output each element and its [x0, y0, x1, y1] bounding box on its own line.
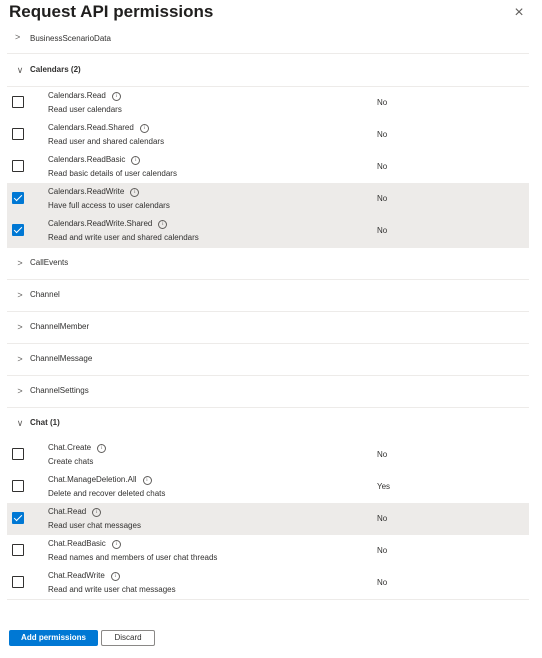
chevron-right-icon: >: [15, 32, 21, 42]
admin-consent-value: No: [377, 450, 388, 459]
info-icon[interactable]: i: [140, 124, 149, 133]
permission-checkbox[interactable]: [12, 192, 24, 204]
group-label: Calendars (2): [30, 65, 81, 74]
permission-name: Chat.ReadBasic: [48, 539, 106, 548]
permission-description: Have full access to user calendars: [48, 201, 170, 210]
group-label: ChannelSettings: [30, 386, 89, 395]
permission-row[interactable]: [7, 87, 529, 120]
permission-name: Chat.Read: [48, 507, 87, 516]
permission-checkbox[interactable]: [12, 512, 24, 524]
chevron-right-icon: >: [17, 354, 23, 364]
admin-consent-value: No: [377, 578, 388, 587]
info-icon[interactable]: i: [131, 156, 140, 165]
permission-row[interactable]: [7, 503, 529, 536]
permission-description: Read names and members of user chat threads: [48, 553, 218, 562]
permission-name: Calendars.ReadWrite: [48, 187, 125, 196]
permission-name-wrap: [48, 219, 167, 229]
permission-name-wrap: [48, 571, 120, 581]
permission-name-wrap: [48, 507, 101, 517]
permission-name-wrap: [48, 443, 106, 453]
permission-name-wrap: [48, 187, 139, 197]
info-icon[interactable]: i: [111, 572, 120, 581]
permission-row[interactable]: [7, 535, 529, 568]
permission-row[interactable]: [7, 215, 529, 248]
discard-button[interactable]: Discard: [101, 630, 155, 646]
add-permissions-button[interactable]: Add permissions: [9, 630, 98, 646]
group-label: ChannelMember: [30, 322, 90, 331]
group-row-chat[interactable]: [7, 407, 529, 440]
permission-name: Calendars.ReadWrite.Shared: [48, 219, 153, 228]
chevron-down-icon: ∨: [16, 65, 24, 75]
permission-row[interactable]: [7, 471, 529, 504]
permission-name: Chat.Create: [48, 443, 92, 452]
permission-checkbox[interactable]: [12, 448, 24, 460]
chevron-right-icon: >: [17, 386, 23, 396]
permission-description: Read user and shared calendars: [48, 137, 165, 146]
permission-description: Read and write user chat messages: [48, 585, 176, 594]
permission-checkbox[interactable]: [12, 128, 24, 140]
admin-consent-value: No: [377, 226, 388, 235]
chevron-right-icon: >: [17, 322, 23, 332]
permission-checkbox[interactable]: [12, 576, 24, 588]
group-row-channelmessage[interactable]: [7, 343, 529, 376]
permission-name: Calendars.Read: [48, 91, 106, 100]
admin-consent-value: No: [377, 98, 388, 107]
close-icon[interactable]: ×: [514, 4, 524, 21]
permission-name: Chat.ReadWrite: [48, 571, 105, 580]
permission-checkbox[interactable]: [12, 544, 24, 556]
permission-description: Read user chat messages: [48, 521, 141, 530]
chevron-right-icon: >: [17, 258, 23, 268]
permission-row[interactable]: [7, 183, 529, 216]
info-icon[interactable]: i: [130, 188, 139, 197]
permissions-list: [0, 30, 542, 600]
info-icon[interactable]: i: [158, 220, 167, 229]
permission-checkbox[interactable]: [12, 480, 24, 492]
permission-row[interactable]: [7, 567, 529, 600]
info-icon[interactable]: i: [112, 540, 121, 549]
group-row-calendars[interactable]: [7, 54, 529, 87]
group-label: Chat (1): [30, 418, 60, 427]
group-row-channelmember[interactable]: [7, 311, 529, 344]
permission-row[interactable]: [7, 151, 529, 184]
admin-consent-value: No: [377, 514, 388, 523]
permission-description: Delete and recover deleted chats: [48, 489, 166, 498]
panel-header: [0, 0, 542, 30]
group-label: BusinessScenarioData: [30, 34, 111, 43]
permission-name-wrap: [48, 123, 149, 133]
permission-checkbox[interactable]: [12, 224, 24, 236]
permission-checkbox[interactable]: [12, 96, 24, 108]
admin-consent-value: No: [377, 130, 388, 139]
permission-checkbox[interactable]: [12, 160, 24, 172]
permission-name: Chat.ManageDeletion.All: [48, 475, 137, 484]
permission-name-wrap: [48, 539, 121, 549]
admin-consent-value: No: [377, 194, 388, 203]
group-row-channelsettings[interactable]: [7, 375, 529, 408]
info-icon[interactable]: i: [92, 508, 101, 517]
permission-description: Read user calendars: [48, 105, 122, 114]
permission-row[interactable]: [7, 439, 529, 472]
info-icon[interactable]: i: [143, 476, 152, 485]
panel-title: Request API permissions: [9, 2, 214, 21]
permission-description: Read and write user and shared calendars: [48, 233, 199, 242]
group-label: Channel: [30, 290, 60, 299]
group-label: ChannelMessage: [30, 354, 93, 363]
info-icon[interactable]: i: [112, 92, 121, 101]
permission-description: Create chats: [48, 457, 94, 466]
permission-name-wrap: [48, 475, 152, 485]
group-label: CallEvents: [30, 258, 69, 267]
info-icon[interactable]: i: [97, 444, 106, 453]
panel-footer: [0, 600, 542, 658]
group-row-channel[interactable]: [7, 279, 529, 312]
group-row-callevents[interactable]: [7, 247, 529, 280]
permission-name-wrap: [48, 155, 140, 165]
chevron-right-icon: >: [17, 290, 23, 300]
chevron-down-icon: ∨: [16, 418, 24, 428]
admin-consent-value: No: [377, 546, 388, 555]
admin-consent-value: Yes: [377, 482, 391, 491]
permission-description: Read basic details of user calendars: [48, 169, 177, 178]
permission-row[interactable]: [7, 119, 529, 152]
admin-consent-value: No: [377, 162, 388, 171]
permission-name-wrap: [48, 91, 121, 101]
permission-name: Calendars.Read.Shared: [48, 123, 134, 132]
group-row-businessscenariodata[interactable]: [7, 30, 529, 54]
permission-name: Calendars.ReadBasic: [48, 155, 126, 164]
